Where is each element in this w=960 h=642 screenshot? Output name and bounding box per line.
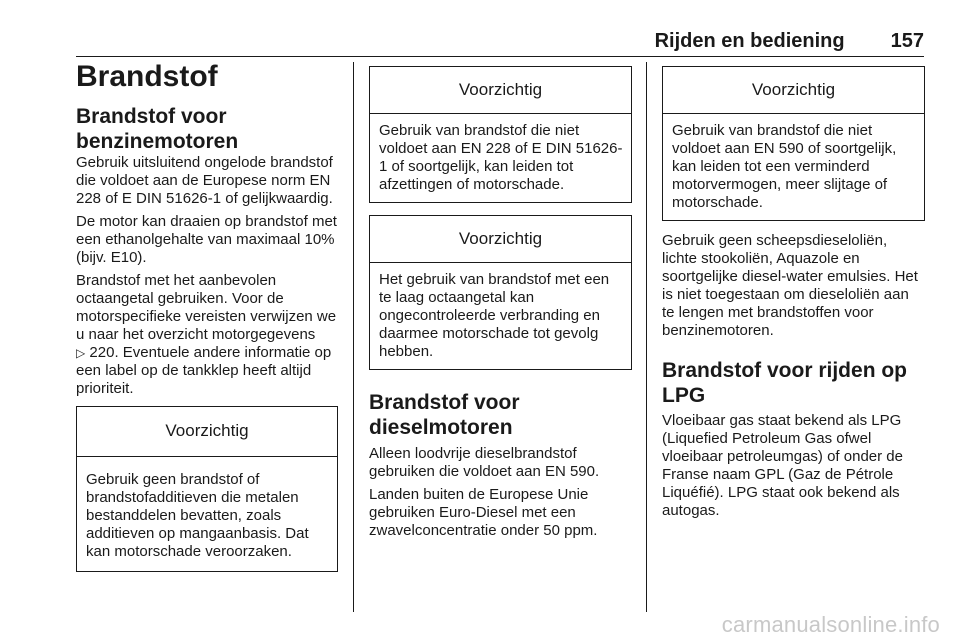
header-divider [76,56,924,57]
paragraph: Vloeibaar gas staat bekend als LPG (Liquefied Petroleum Gas ofwel vloeibaar petroleumgas) of onder de Franse naam GPL (Gaz de Pétrole Liquéfié). LPG staat ook bekend als autogas. [662,412,903,519]
page-reference-link[interactable]: 220 [89,344,115,361]
caution-text: Gebruik van brandstof die niet voldoet aan EN 228 of E DIN 51626-1 of soortgelijk, kan leiden tot afzettingen of motorschade. [379,122,623,193]
column-left [76,58,338,572]
caution-title: Voorzichtig [370,67,631,114]
caution-box [369,215,632,370]
paragraph: De motor kan draaien op brandstof met een ethanolgehalte van maximaal 10% (bijv. E10). [76,213,337,266]
paragraph: Gebruik geen scheepsdieseloliën, lichte stookoliën, Aquazole en soortgelijke diesel-water emulsies. Het is niet toegestaan om dieseloliën aan te lengen met brandstoffen voor benzinemotoren. [662,232,918,339]
page-number: 157 [890,30,924,52]
caution-box [662,66,925,221]
paragraph: Alleen loodvrije dieselbrandstof gebruiken die voldoet aan EN 590. [369,445,600,480]
subsection-title-lpg: Brandstof voor rijden op LPG [662,359,908,407]
chapter-title: Rijden en bediening [654,30,845,52]
page-reference-icon: ▷ [76,346,86,360]
subsection-title-diesel: Brandstof voor dieselmotoren [369,391,520,439]
column-divider-2 [646,62,647,612]
paragraph: Gebruik uitsluitend ongelode brandstof die voldoet aan de Europese norm EN 228 of E DIN 51626-1 of gelijkwaardig. [76,154,333,207]
caution-text: Het gebruik van brandstof met een te laag octaangetal kan ongecontroleerde verbranding en daarmee motorschade tot gevolg hebben. [379,271,610,360]
column-right [662,66,925,520]
paragraph-text: . Eventuele andere informatie op een label op de tankklep heeft altijd prioriteit. [76,344,332,397]
paragraph-octane [76,272,338,398]
column-middle [369,66,632,540]
section-title: Brandstof [76,60,218,93]
subsection-title-petrol: Brandstof voor benzinemotoren [76,105,239,153]
caution-title: Voorzichtig [77,407,337,457]
page-header [76,30,924,53]
caution-text: Gebruik geen brandstof of brandstofadditieven die metalen bestanddelen bevatten, zoals additieven op mangaanbasis. Dat kan motorschade veroorzaken. [86,471,309,560]
caution-box [76,406,338,572]
watermark: carmanualsonline.info [721,612,940,637]
caution-box [369,66,632,203]
caution-title: Voorzichtig [663,67,924,114]
paragraph: Landen buiten de Europese Unie gebruiken Euro-Diesel met een zwavelconcentratie onder 50 ppm. [369,486,598,539]
paragraph-text: Brandstof met het aanbevolen octaangetal gebruiken. Voor de motorspecifieke vereisten verwijzen we u naar het overzicht motorgegevens [76,272,337,343]
column-divider-1 [353,62,354,612]
caution-title: Voorzichtig [370,216,631,263]
caution-text: Gebruik van brandstof die niet voldoet aan EN 590 of soortgelijk, kan leiden tot een verminderd motorvermogen, meer slijtage of motorschade. [672,122,897,211]
